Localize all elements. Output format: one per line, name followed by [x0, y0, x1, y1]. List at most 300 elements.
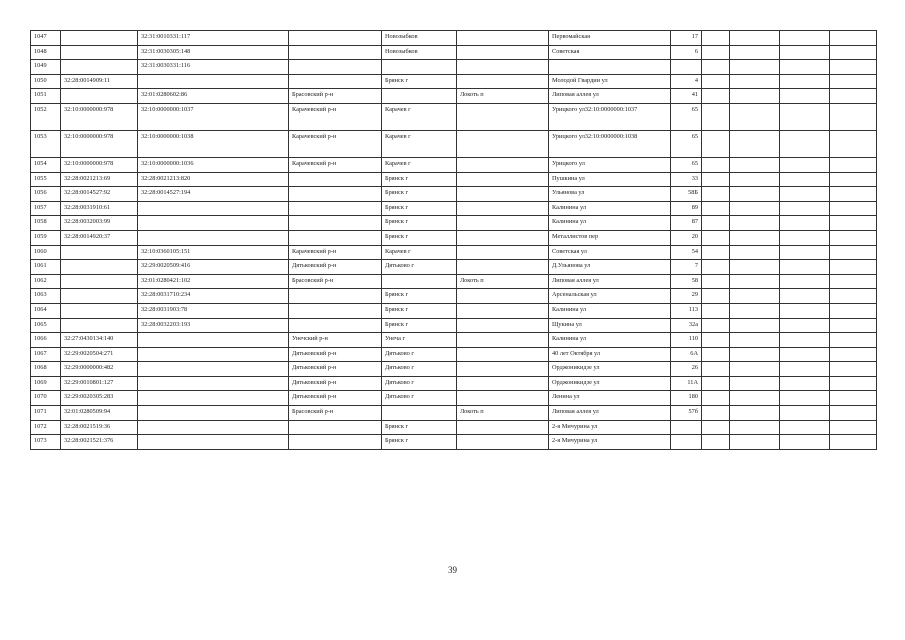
cell-cadastral-parent: 32:10:0000000:978: [61, 103, 138, 130]
cell-district: [289, 435, 382, 450]
cell-city: Брянск г: [382, 230, 457, 245]
table-row: [31, 216, 877, 231]
cell-district: [289, 420, 382, 435]
cell-empty: [780, 435, 830, 450]
register-table: [30, 30, 877, 450]
cell-row-number: 1064: [31, 303, 61, 318]
cell-cadastral-number: 32:01:0280421:102: [138, 274, 289, 289]
cell-cadastral-parent: 32:28:0031910:61: [61, 201, 138, 216]
cell-street: Пушкина ул: [549, 172, 671, 187]
cell-empty: [730, 157, 780, 172]
table-row: [31, 89, 877, 104]
table-row: [31, 172, 877, 187]
cell-city: Брянск г: [382, 216, 457, 231]
cell-house: 33: [671, 172, 702, 187]
cell-empty: [780, 318, 830, 333]
cell-cadastral-parent: 32:10:0000000:978: [61, 157, 138, 172]
cell-row-number: 1053: [31, 130, 61, 157]
cell-empty: [780, 130, 830, 157]
cell-cadastral-number: 32:01:0280602:86: [138, 89, 289, 104]
cell-cadastral-number: 32:29:0020509:416: [138, 260, 289, 275]
cell-house: 11А: [671, 376, 702, 391]
cell-row-number: 1066: [31, 333, 61, 348]
cell-empty: [730, 318, 780, 333]
cell-street: Ульянова ул: [549, 187, 671, 202]
cell-cadastral-number: 32:31:0010331:117: [138, 31, 289, 46]
cell-district: [289, 74, 382, 89]
cell-empty: [702, 333, 730, 348]
cell-empty: [780, 172, 830, 187]
cell-district: [289, 216, 382, 231]
cell-empty: [730, 303, 780, 318]
cell-empty: [730, 362, 780, 377]
cell-cadastral-number: [138, 435, 289, 450]
cell-empty: [702, 435, 730, 450]
cell-city: Карачев г: [382, 157, 457, 172]
cell-cadastral-number: 32:28:0031903:78: [138, 303, 289, 318]
table-row: [31, 31, 877, 46]
cell-district: Карачевский р-н: [289, 157, 382, 172]
cell-empty: [702, 187, 730, 202]
table-row: [31, 260, 877, 275]
cell-empty: [730, 391, 780, 406]
cell-empty: [702, 216, 730, 231]
cell-district: Брасовский р-н: [289, 406, 382, 421]
cell-empty: [780, 74, 830, 89]
cell-house: 110: [671, 333, 702, 348]
cell-settlement: Локоть п: [457, 406, 549, 421]
cell-settlement: [457, 260, 549, 275]
cell-district: [289, 201, 382, 216]
cell-city: Брянск г: [382, 201, 457, 216]
table-row: [31, 130, 877, 157]
table-row: [31, 103, 877, 130]
cell-empty: [730, 60, 780, 75]
cell-cadastral-number: 32:31:0030331:116: [138, 60, 289, 75]
cell-row-number: 1056: [31, 187, 61, 202]
cell-empty: [730, 216, 780, 231]
cell-empty: [780, 89, 830, 104]
cell-settlement: [457, 245, 549, 260]
cell-street: Ленина ул: [549, 391, 671, 406]
cell-empty: [702, 157, 730, 172]
cell-row-number: 1068: [31, 362, 61, 377]
cell-empty: [702, 89, 730, 104]
cell-house: 20: [671, 230, 702, 245]
cell-empty: [780, 289, 830, 304]
cell-district: Дятьковский р-н: [289, 391, 382, 406]
cell-empty: [702, 318, 730, 333]
cell-empty: [780, 187, 830, 202]
cell-house: [671, 420, 702, 435]
cell-empty: [730, 289, 780, 304]
cell-cadastral-parent: [61, 245, 138, 260]
cell-city: Дятьково г: [382, 362, 457, 377]
cell-street: Урицкого ул32:10:0000000:1038: [549, 130, 671, 157]
cell-district: [289, 187, 382, 202]
cell-settlement: [457, 187, 549, 202]
cell-empty: [780, 391, 830, 406]
cell-cadastral-parent: [61, 60, 138, 75]
cell-street: 2-я Мичурина ул: [549, 420, 671, 435]
cell-empty: [702, 289, 730, 304]
cell-empty: [730, 406, 780, 421]
cell-cadastral-number: [138, 391, 289, 406]
table-row: [31, 406, 877, 421]
cell-empty: [702, 172, 730, 187]
cell-empty: [702, 362, 730, 377]
cell-house: 87: [671, 216, 702, 231]
cell-street: Д.Ульянова ул: [549, 260, 671, 275]
cell-cadastral-number: [138, 347, 289, 362]
cell-city: [382, 406, 457, 421]
cell-empty: [702, 230, 730, 245]
cell-district: Дятьковский р-н: [289, 260, 382, 275]
cell-empty: [780, 274, 830, 289]
table-row: [31, 333, 877, 348]
cell-row-number: 1061: [31, 260, 61, 275]
cell-cadastral-number: 32:10:0000000:1036: [138, 157, 289, 172]
cell-empty: [830, 157, 877, 172]
cell-cadastral-number: [138, 201, 289, 216]
cell-house: 89: [671, 201, 702, 216]
cell-empty: [780, 245, 830, 260]
cell-cadastral-parent: 32:28:0021521:376: [61, 435, 138, 450]
table-row: [31, 230, 877, 245]
cell-settlement: [457, 347, 549, 362]
cell-street: Молодой Гвардии ул: [549, 74, 671, 89]
cell-empty: [830, 420, 877, 435]
cell-cadastral-number: [138, 333, 289, 348]
cell-district: [289, 31, 382, 46]
cell-row-number: 1060: [31, 245, 61, 260]
cell-cadastral-number: 32:31:0030305:148: [138, 45, 289, 60]
cell-empty: [830, 245, 877, 260]
cell-city: Брянск г: [382, 187, 457, 202]
cell-district: [289, 230, 382, 245]
cell-street: Липовая аллея ул: [549, 274, 671, 289]
cell-settlement: [457, 362, 549, 377]
cell-cadastral-number: 32:10:0000000:1038: [138, 130, 289, 157]
cell-city: Карачев г: [382, 103, 457, 130]
cell-empty: [730, 274, 780, 289]
cell-settlement: [457, 130, 549, 157]
cell-house: 57б: [671, 406, 702, 421]
cell-empty: [730, 420, 780, 435]
cell-district: Дятьковский р-н: [289, 376, 382, 391]
cell-cadastral-number: [138, 362, 289, 377]
cell-empty: [702, 45, 730, 60]
cell-district: [289, 303, 382, 318]
cell-district: [289, 318, 382, 333]
cell-empty: [702, 130, 730, 157]
cell-settlement: [457, 391, 549, 406]
cell-cadastral-parent: 32:10:0000000:978: [61, 130, 138, 157]
cell-empty: [702, 347, 730, 362]
cell-row-number: 1050: [31, 74, 61, 89]
cell-settlement: [457, 157, 549, 172]
cell-district: Дятьковский р-н: [289, 362, 382, 377]
cell-empty: [702, 391, 730, 406]
table-row: [31, 245, 877, 260]
cell-empty: [730, 31, 780, 46]
table-row: [31, 303, 877, 318]
cell-city: Брянск г: [382, 303, 457, 318]
cell-empty: [780, 260, 830, 275]
cell-empty: [830, 260, 877, 275]
cell-settlement: Локоть п: [457, 89, 549, 104]
cell-cadastral-number: 32:28:0031710:234: [138, 289, 289, 304]
cell-empty: [702, 60, 730, 75]
cell-district: Брасовский р-н: [289, 274, 382, 289]
cell-cadastral-parent: 32:28:0021213:69: [61, 172, 138, 187]
cell-empty: [830, 216, 877, 231]
cell-cadastral-parent: [61, 318, 138, 333]
cell-empty: [830, 435, 877, 450]
table-row: [31, 60, 877, 75]
cell-house: 113: [671, 303, 702, 318]
cell-street: Советская: [549, 45, 671, 60]
cell-settlement: [457, 303, 549, 318]
table-row: [31, 391, 877, 406]
cell-empty: [830, 60, 877, 75]
cell-house: 17: [671, 31, 702, 46]
cell-house: [671, 60, 702, 75]
cell-district: [289, 60, 382, 75]
cell-empty: [730, 245, 780, 260]
table-row: [31, 274, 877, 289]
cell-empty: [830, 318, 877, 333]
cell-empty: [702, 420, 730, 435]
cell-row-number: 1065: [31, 318, 61, 333]
cell-district: Карачевский р-н: [289, 130, 382, 157]
cell-empty: [780, 347, 830, 362]
table-row: [31, 157, 877, 172]
cell-empty: [780, 45, 830, 60]
cell-empty: [730, 376, 780, 391]
cell-street: 40 лет Октября ул: [549, 347, 671, 362]
cell-cadastral-parent: [61, 274, 138, 289]
cell-house: 29: [671, 289, 702, 304]
cell-street: Советская ул: [549, 245, 671, 260]
cell-cadastral-parent: [61, 31, 138, 46]
cell-empty: [702, 303, 730, 318]
cell-settlement: [457, 435, 549, 450]
cell-cadastral-parent: 32:28:0014909:11: [61, 74, 138, 89]
cell-cadastral-parent: [61, 89, 138, 104]
cell-city: Дятьково г: [382, 260, 457, 275]
cell-house: 54: [671, 245, 702, 260]
cell-cadastral-number: 32:28:0032203:193: [138, 318, 289, 333]
cell-empty: [830, 187, 877, 202]
cell-empty: [780, 31, 830, 46]
cell-cadastral-number: [138, 74, 289, 89]
cell-empty: [830, 172, 877, 187]
cell-empty: [702, 274, 730, 289]
cell-cadastral-parent: 32:28:0014920:37: [61, 230, 138, 245]
cell-street: Калинина ул: [549, 201, 671, 216]
register-table-container: [30, 30, 876, 450]
cell-empty: [730, 230, 780, 245]
cell-street: Липовая аллея ул: [549, 89, 671, 104]
cell-settlement: [457, 318, 549, 333]
cell-cadastral-parent: 32:29:0020504:271: [61, 347, 138, 362]
cell-settlement: [457, 289, 549, 304]
cell-empty: [830, 303, 877, 318]
cell-cadastral-parent: 32:29:0010801:127: [61, 376, 138, 391]
cell-empty: [780, 230, 830, 245]
cell-street: Калинина ул: [549, 216, 671, 231]
cell-house: [671, 435, 702, 450]
cell-empty: [830, 45, 877, 60]
cell-cadastral-number: [138, 406, 289, 421]
cell-house: 65: [671, 157, 702, 172]
cell-empty: [702, 31, 730, 46]
cell-street: Орджоникидзе ул: [549, 376, 671, 391]
cell-settlement: [457, 216, 549, 231]
cell-cadastral-number: 32:28:0021213:820: [138, 172, 289, 187]
cell-settlement: [457, 60, 549, 75]
cell-empty: [830, 230, 877, 245]
table-row: [31, 201, 877, 216]
cell-district: [289, 172, 382, 187]
cell-city: [382, 274, 457, 289]
cell-empty: [730, 74, 780, 89]
cell-cadastral-number: 32:28:0014527:194: [138, 187, 289, 202]
cell-district: [289, 289, 382, 304]
cell-house: 41: [671, 89, 702, 104]
cell-cadastral-parent: [61, 289, 138, 304]
cell-cadastral-parent: 32:01:0280509:94: [61, 406, 138, 421]
cell-row-number: 1059: [31, 230, 61, 245]
table-row: [31, 435, 877, 450]
cell-row-number: 1072: [31, 420, 61, 435]
cell-house: 32а: [671, 318, 702, 333]
table-row: [31, 362, 877, 377]
cell-empty: [702, 103, 730, 130]
cell-city: Дятьково г: [382, 391, 457, 406]
cell-empty: [780, 157, 830, 172]
cell-city: Брянск г: [382, 74, 457, 89]
cell-city: Брянск г: [382, 435, 457, 450]
cell-row-number: 1048: [31, 45, 61, 60]
cell-cadastral-parent: 32:28:0014527:92: [61, 187, 138, 202]
cell-empty: [830, 31, 877, 46]
cell-empty: [830, 333, 877, 348]
cell-empty: [780, 362, 830, 377]
cell-row-number: 1052: [31, 103, 61, 130]
cell-street: [549, 60, 671, 75]
cell-empty: [780, 406, 830, 421]
cell-settlement: [457, 230, 549, 245]
cell-street: Щукина ул: [549, 318, 671, 333]
cell-row-number: 1070: [31, 391, 61, 406]
cell-empty: [702, 260, 730, 275]
cell-empty: [830, 391, 877, 406]
cell-empty: [830, 406, 877, 421]
cell-district: Карачевский р-н: [289, 245, 382, 260]
cell-empty: [830, 74, 877, 89]
cell-row-number: 1051: [31, 89, 61, 104]
cell-empty: [730, 347, 780, 362]
cell-street: Калинина ул: [549, 303, 671, 318]
cell-empty: [780, 103, 830, 130]
cell-cadastral-parent: 32:28:0021519:36: [61, 420, 138, 435]
cell-row-number: 1073: [31, 435, 61, 450]
cell-cadastral-number: [138, 230, 289, 245]
cell-row-number: 1069: [31, 376, 61, 391]
cell-house: 6А: [671, 347, 702, 362]
cell-empty: [730, 89, 780, 104]
cell-city: Новозыбков: [382, 45, 457, 60]
cell-empty: [780, 420, 830, 435]
cell-house: 58Б: [671, 187, 702, 202]
cell-district: Унечский р-н: [289, 333, 382, 348]
cell-empty: [780, 216, 830, 231]
cell-empty: [730, 103, 780, 130]
cell-house: 7: [671, 260, 702, 275]
cell-street: Металлистов пер: [549, 230, 671, 245]
cell-city: Брянск г: [382, 289, 457, 304]
cell-city: Дятьково г: [382, 347, 457, 362]
cell-empty: [730, 333, 780, 348]
cell-empty: [830, 130, 877, 157]
cell-house: 58: [671, 274, 702, 289]
cell-empty: [730, 45, 780, 60]
cell-settlement: Локоть п: [457, 274, 549, 289]
cell-empty: [780, 303, 830, 318]
cell-house: 65: [671, 103, 702, 130]
cell-cadastral-number: [138, 420, 289, 435]
cell-district: Карачевский р-н: [289, 103, 382, 130]
cell-cadastral-parent: 32:29:0020305:283: [61, 391, 138, 406]
cell-empty: [702, 245, 730, 260]
cell-empty: [780, 60, 830, 75]
cell-settlement: [457, 103, 549, 130]
cell-house: 26: [671, 362, 702, 377]
cell-house: 65: [671, 130, 702, 157]
cell-district: Дятьковский р-н: [289, 347, 382, 362]
table-row: [31, 289, 877, 304]
cell-house: 180: [671, 391, 702, 406]
cell-empty: [730, 435, 780, 450]
cell-row-number: 1047: [31, 31, 61, 46]
cell-row-number: 1049: [31, 60, 61, 75]
cell-city: [382, 89, 457, 104]
cell-cadastral-parent: 32:29:0000000:482: [61, 362, 138, 377]
cell-empty: [730, 201, 780, 216]
cell-row-number: 1062: [31, 274, 61, 289]
cell-empty: [830, 89, 877, 104]
cell-city: Новозыбков: [382, 31, 457, 46]
table-row: [31, 74, 877, 89]
cell-city: Карачев г: [382, 245, 457, 260]
cell-settlement: [457, 420, 549, 435]
cell-city: [382, 60, 457, 75]
cell-empty: [830, 201, 877, 216]
page-number: 39: [448, 565, 457, 575]
table-row: [31, 347, 877, 362]
cell-row-number: 1067: [31, 347, 61, 362]
table-row: [31, 187, 877, 202]
cell-city: Дятьково г: [382, 376, 457, 391]
table-row: [31, 376, 877, 391]
cell-empty: [830, 347, 877, 362]
cell-street: Урицкого ул: [549, 157, 671, 172]
cell-empty: [780, 333, 830, 348]
cell-cadastral-parent: 32:27:0430134:140: [61, 333, 138, 348]
cell-cadastral-number: 32:10:0360105:151: [138, 245, 289, 260]
